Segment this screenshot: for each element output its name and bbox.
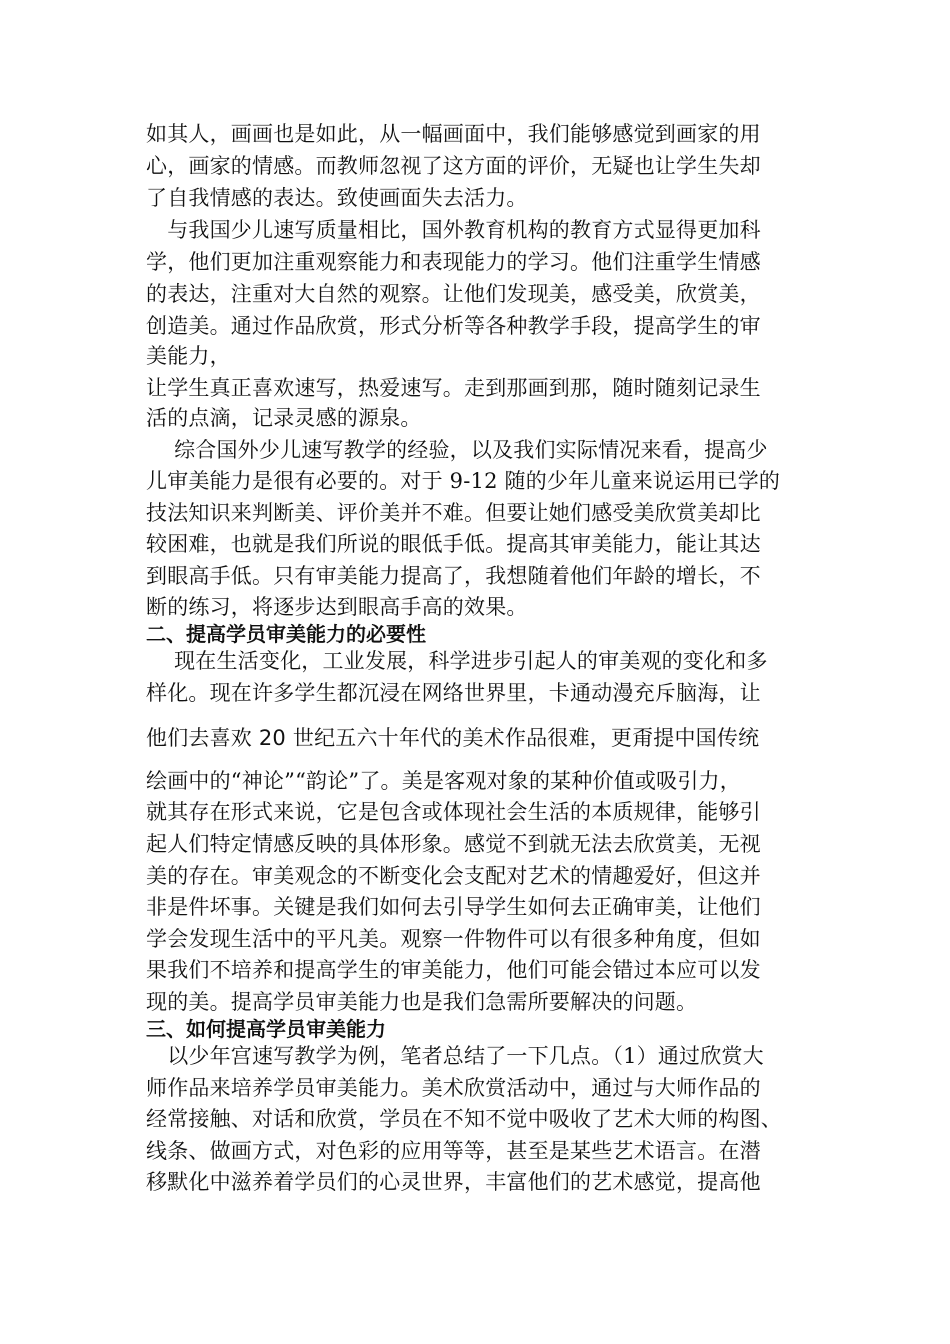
body-line: 学会发现生活中的平凡美。观察一件物件可以有很多种角度，但如 bbox=[146, 927, 761, 951]
body-line: 综合国外少儿速写教学的经验，以及我们实际情况来看，提高少 bbox=[146, 438, 768, 462]
section-heading: 二、提高学员审美能力的必要性 bbox=[146, 622, 426, 646]
body-line: 技法知识来判断美、评价美并不难。但要让她们感受美欣赏美却比 bbox=[146, 501, 761, 525]
body-line: 线条、做画方式，对色彩的应用等等，甚至是某些艺术语言。在潜 bbox=[146, 1139, 761, 1163]
body-line: 到眼高手低。只有审美能力提高了，我想随着他们年龄的增长，不 bbox=[146, 564, 761, 588]
body-line: 就其存在形式来说，它是包含或体现社会生活的本质规律，能够引 bbox=[146, 800, 761, 824]
body-line: 断的练习，将逐步达到眼高手高的效果。 bbox=[146, 595, 528, 619]
body-line: 让学生真正喜欢速写，热爱速写。走到那画到那，随时随刻记录生 bbox=[146, 376, 761, 400]
body-line: 他们去喜欢 20 世纪五六十年代的美术作品很难，更甭提中国传统 bbox=[146, 726, 760, 750]
body-line: 移默化中滋养着学员们的心灵世界，丰富他们的艺术感觉，提高他 bbox=[146, 1170, 761, 1194]
body-line: 样化。现在许多学生都沉浸在网络世界里，卡通动漫充斥脑海，让 bbox=[146, 681, 761, 705]
body-line: 美的存在。审美观念的不断变化会支配对艺术的情趣爱好，但这并 bbox=[146, 864, 761, 888]
body-line: 非是件坏事。关键是我们如何去引导学生如何去正确审美，让他们 bbox=[146, 895, 761, 919]
body-line: 的表达，注重对大自然的观察。让他们发现美，感受美，欣赏美， bbox=[146, 282, 761, 306]
section-heading: 三、如何提高学员审美能力 bbox=[146, 1017, 386, 1041]
body-line: 起人们特定情感反映的具体形象。感觉不到就无法去欣赏美，无视 bbox=[146, 832, 761, 856]
body-line: 学，他们更加注重观察能力和表现能力的学习。他们注重学生情感 bbox=[146, 250, 761, 274]
body-line: 了自我情感的表达。致使画面失去活力。 bbox=[146, 186, 528, 210]
body-line: 现在生活变化，工业发展，科学进步引起人的审美观的变化和多 bbox=[146, 649, 768, 673]
body-line: 心，画家的情感。而教师忽视了这方面的评价，无疑也让学生失却 bbox=[146, 154, 761, 178]
body-line: 如其人，画画也是如此，从一幅画面中，我们能够感觉到画家的用 bbox=[146, 122, 761, 146]
body-line: 现的美。提高学员审美能力也是我们急需所要解决的问题。 bbox=[146, 990, 698, 1014]
body-line: 以少年宫速写教学为例，笔者总结了一下几点。（1）通过欣赏大 bbox=[146, 1044, 764, 1068]
body-line: 果我们不培养和提高学生的审美能力，他们可能会错过本应可以发 bbox=[146, 958, 761, 982]
body-line: 绘画中的“神论”“韵论”了。美是客观对象的某种价值或吸引力， bbox=[146, 769, 741, 793]
body-line: 较困难，也就是我们所说的眼低手低。提高其审美能力，能让其达 bbox=[146, 532, 761, 556]
body-line: 儿审美能力是很有必要的。对于 9-12 随的少年儿童来说运用已学的 bbox=[146, 469, 781, 493]
body-line: 与我国少儿速写质量相比，国外教育机构的教育方式显得更加科 bbox=[146, 218, 761, 242]
body-line: 师作品来培养学员审美能力。美术欣赏活动中，通过与大师作品的 bbox=[146, 1076, 761, 1100]
body-line: 活的点滴，记录灵感的源泉。 bbox=[146, 406, 422, 430]
body-line: 经常接触、对话和欣赏，学员在不知不觉中吸收了艺术大师的构图、 bbox=[146, 1107, 782, 1131]
body-line: 创造美。通过作品欣赏，形式分析等各种教学手段，提高学生的审 bbox=[146, 314, 761, 338]
body-line: 美能力， bbox=[146, 344, 231, 368]
